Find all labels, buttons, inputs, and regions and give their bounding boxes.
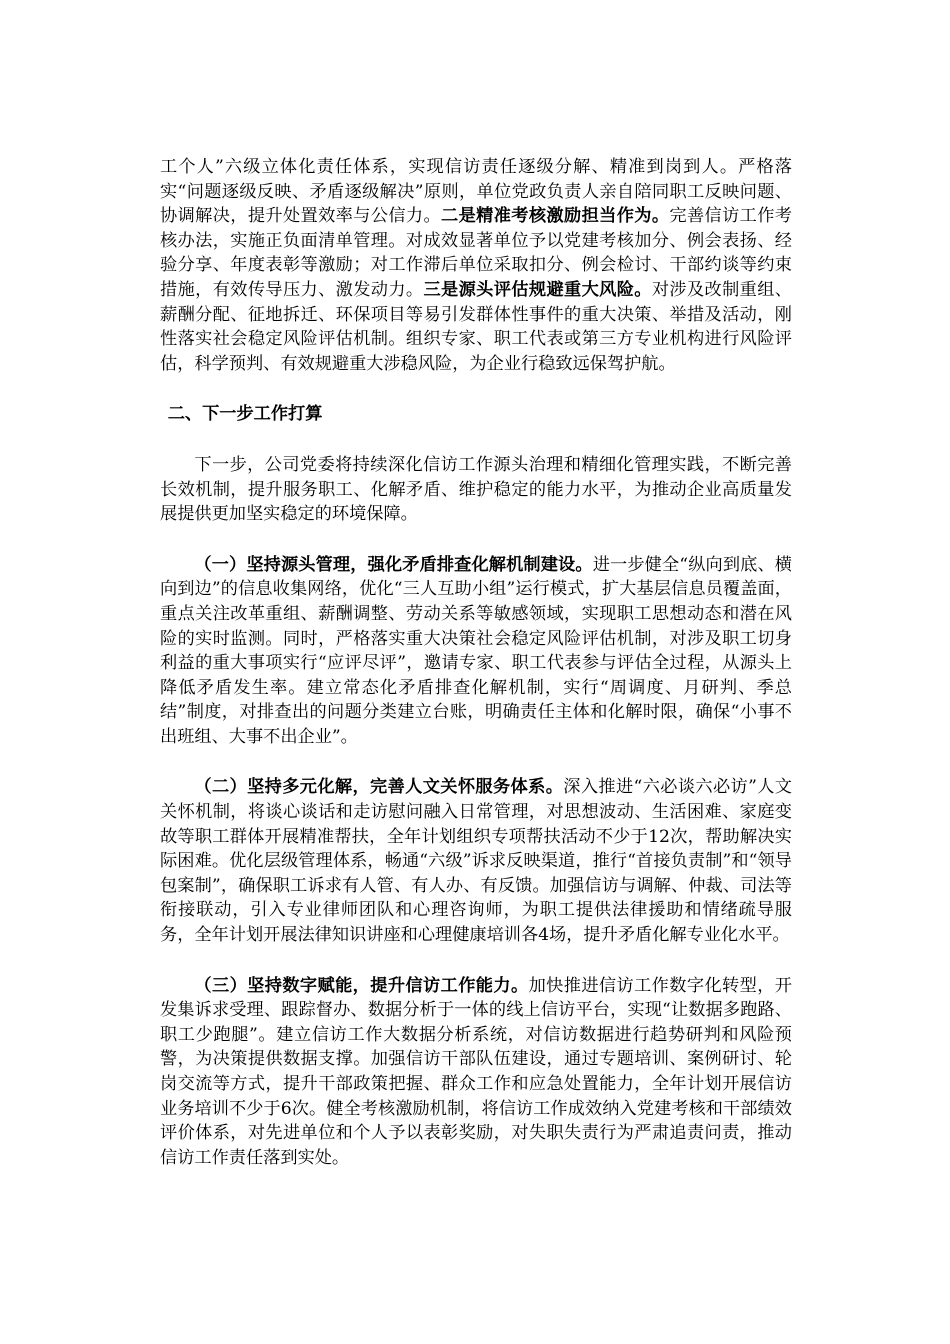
text-run: 下一步，公司党委将持续深化信访工作源头治理和精细化管理实践，不断完善长效机制，提升服务职工、化解矛盾、维护稳定的能力水平，为推动企业高质量发展提供更加坚实稳定的环境保障。 — [160, 454, 792, 525]
section-heading-next-steps — [160, 402, 792, 427]
heading-text: 二、下一步工作打算 — [167, 404, 323, 425]
bold-run: 二是精准考核激励担当作为。 — [441, 206, 670, 227]
paragraph-responsibility-system — [160, 155, 792, 376]
text-run: 完善信访工作考核办法，实施正负面清单管理。对成效显著单位予以党建考核加分、例会表扬、经验分享、年度表彰等激励；对工作滞后单位采取扣分、例会检讨、干部约谈等约束措施，有效传导压力、激发动力。 — [160, 206, 792, 300]
text-run: 加快推进信访工作数字化转型，开发集诉求受理、跟踪督办、数据分析于一体的线上信访平台，实现“让数据多跑路、职工少跑腿”。建立信访工作大数据分析系统，对信访数据进行趋势研判和风险预警，为决策提供数据支撑。加强信访干部队伍建设，通过专题培训、案例研讨、轮岗交流等方式，提升干部政策把握、群众工作和应急处置能力，全年计划开展信访业务培训不少于6次。健全考核激励机制，将信访工作成效纳入党建考核和干部绩效评价体系，对先进单位和个人予以表彰奖励，对失职失责行为严肃追责问责，推动信访工作责任落到实处。 — [160, 975, 792, 1168]
text-run: 进一步健全“纵向到底、横向到边”的信息收集网络，优化“三人互助小组”运行模式，扩大基层信息员覆盖面，重点关注改革重组、薪酬调整、劳动关系等敏感领域，实现职工思想动态和潜在风险的实时监测。同时，严格落实重大决策社会稳定风险评估机制，对涉及职工切身利益的重大事项实行“应评尽评”，邀请专家、职工代表参与评估全过程，从源头上降低矛盾发生率。建立常态化矛盾排查化解机制，实行“周调度、月研判、季总结”制度，对排查出的问题分类建立台账，明确责任主体和化解时限，确保“小事不出班组、大事不出企业”。 — [160, 554, 792, 747]
bold-run: 三是源头评估规避重大风险。 — [423, 279, 652, 300]
paragraph-diversified-resolution — [160, 775, 792, 947]
document-page — [160, 155, 792, 1196]
paragraph-next-steps-intro — [160, 453, 792, 527]
bold-run: （一）坚持源头管理，强化矛盾排查化解机制建设。 — [194, 554, 593, 575]
text-run: 深入推进“六必谈六必访”人文关怀机制，将谈心谈话和走访慰问融入日常管理，对思想波动、生活困难、家庭变故等职工群体开展精准帮扶，全年计划组织专项帮扶活动不少于12次，帮助解决实际困难。优化层级管理体系，畅通“六级”诉求反映渠道，推行“首接负责制”和“领导包案制”，确保职工诉求有人管、有人办、有反馈。加强信访与调解、仲裁、司法等衔接联动，引入专业律师团队和心理咨询师，为职工提供法律援助和情绪疏导服务，全年计划开展法律知识讲座和心理健康培训各4场，提升矛盾化解专业化水平。 — [160, 777, 792, 946]
bold-run: （三）坚持数字赋能，提升信访工作能力。 — [194, 975, 529, 996]
paragraph-source-management — [160, 553, 792, 750]
text-run: 工个人”六级立体化责任体系，实现信访责任逐级分解、精准到岗到人。严格落实“问题逐级反映、矛盾逐级解决”原则，单位党政负责人亲自陪同职工反映问题、协调解决，提升处置效率与公信力。 — [160, 157, 792, 227]
bold-run: （二）坚持多元化解，完善人文关怀服务体系。 — [194, 777, 564, 798]
paragraph-digital-empowerment — [160, 974, 792, 1171]
text-run: 对涉及改制重组、薪酬分配、征地拆迁、环保项目等易引发群体性事件的重大决策、举措及活动，刚性落实社会稳定风险评估机制。组织专家、职工代表或第三方专业机构进行风险评估，科学预判、有效规避重大涉稳风险，为企业行稳致远保驾护航。 — [160, 279, 792, 374]
